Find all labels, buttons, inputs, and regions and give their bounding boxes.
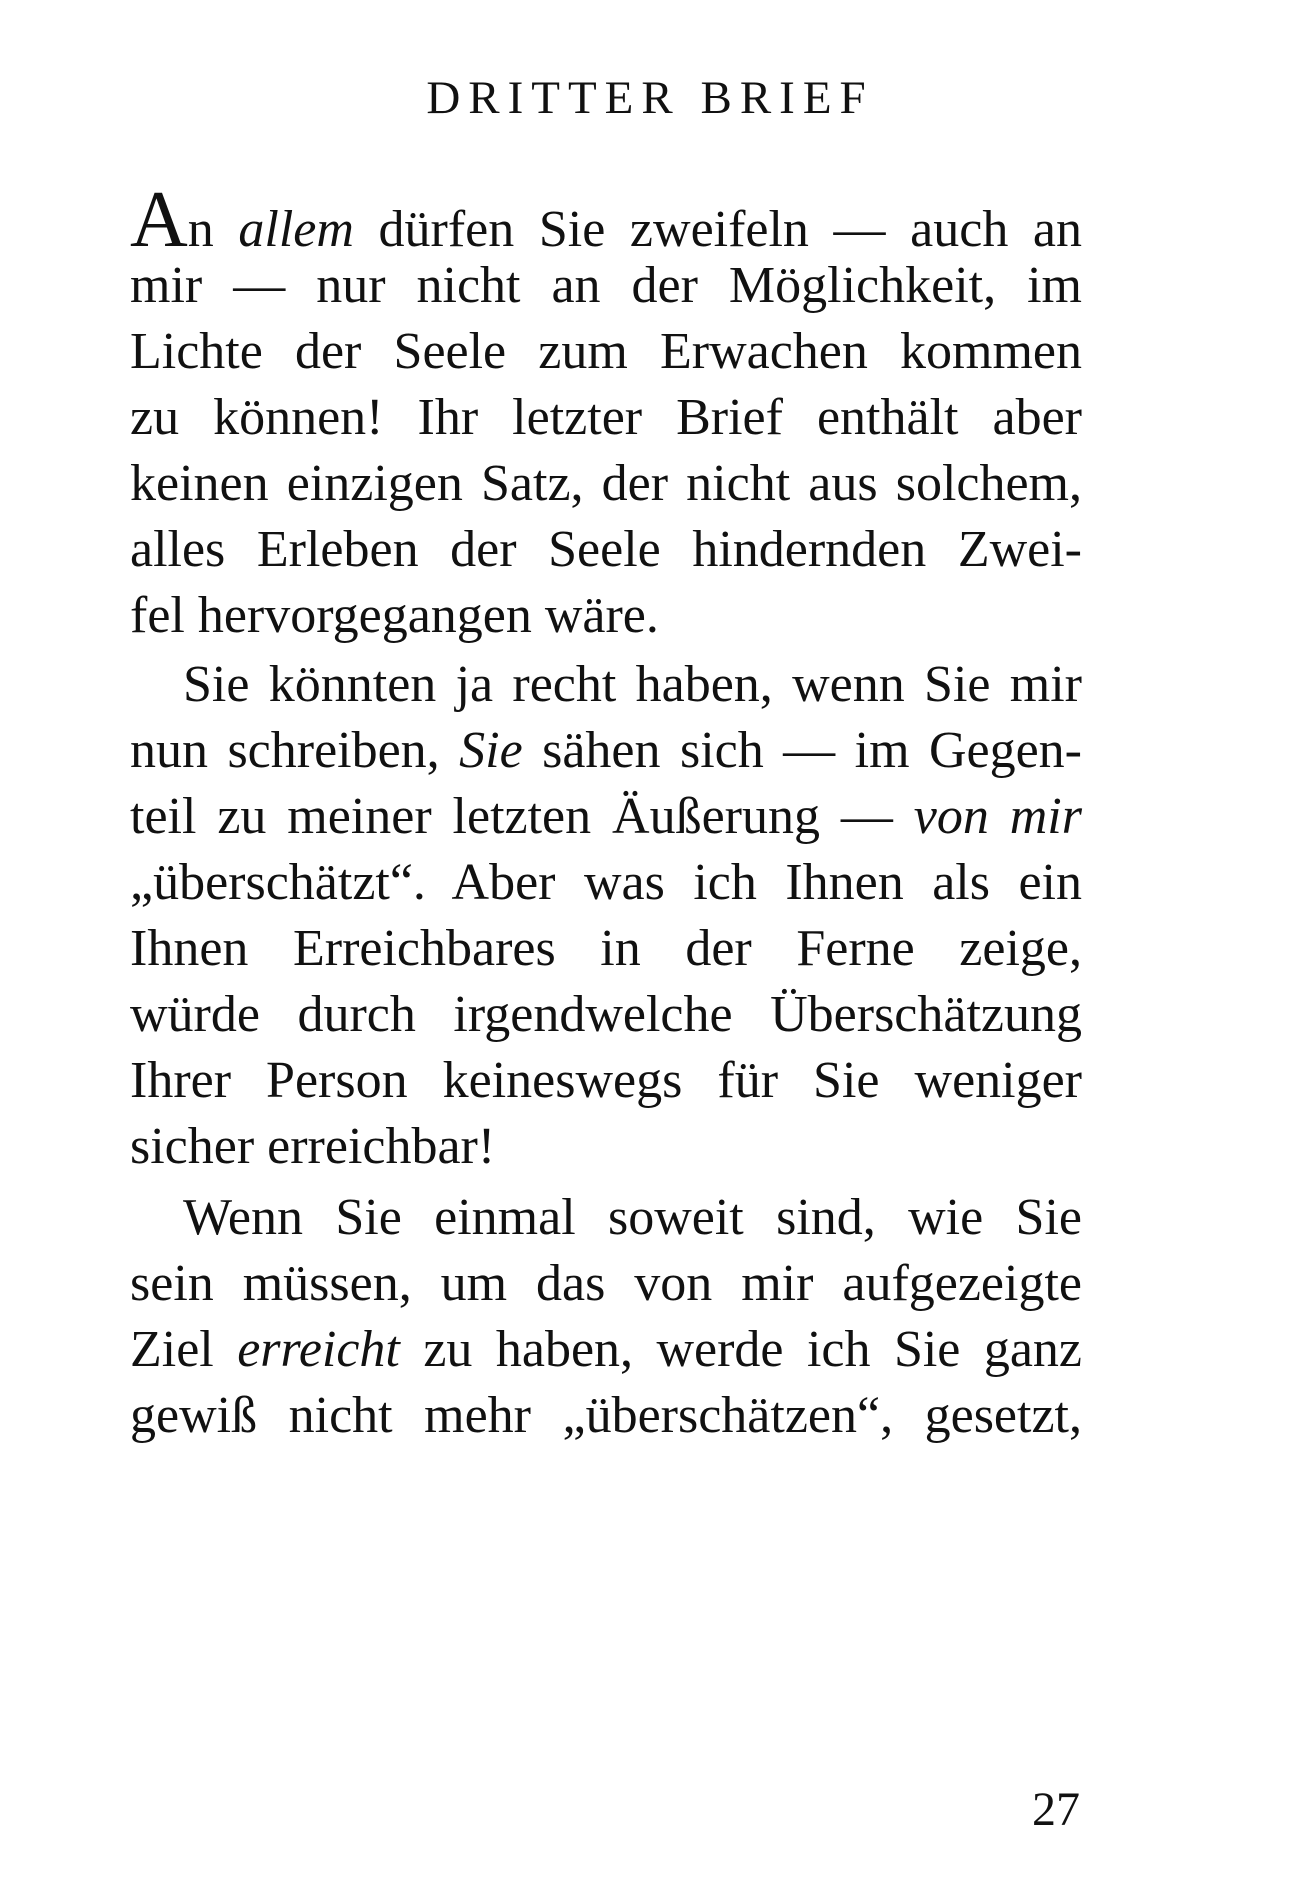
text-line: mir — nur nicht an der Möglichkeit, im xyxy=(130,257,1082,314)
text-line: nun schreiben, Sie sähen sich — im Gegen- xyxy=(130,722,1082,779)
emphasis: Sie xyxy=(459,722,523,779)
chapter-heading: DRITTER BRIEF xyxy=(426,72,874,124)
text-line: sicher erreichbar! xyxy=(130,1118,496,1175)
text-line: alles Erleben der Seele hindernden Zwei- xyxy=(130,521,1082,578)
text-line: keinen einzigen Satz, der nicht aus solchem, xyxy=(130,455,1082,512)
text-line: fel hervorgegangen wäre. xyxy=(130,587,659,644)
text-line: sein müssen, um das von mir aufgezeigte xyxy=(130,1255,1082,1312)
page-number: 27 xyxy=(1032,1783,1080,1836)
text-line: Sie könnten ja recht haben, wenn Sie mir xyxy=(183,656,1082,713)
emphasis: allem xyxy=(238,201,354,258)
text-line: Ziel erreicht zu haben, werde ich Sie ganz xyxy=(130,1321,1083,1378)
text-line: zu können! Ihr letzter Brief enthält aber xyxy=(130,389,1082,446)
text-line: gewiß nicht mehr „überschätzen“, gesetzt, xyxy=(130,1387,1082,1444)
text-line: Ihrer Person keineswegs für Sie weniger xyxy=(130,1052,1082,1109)
text-line: An allem dürfen Sie zweifeln — auch an xyxy=(130,176,1083,264)
text-line: Ihnen Erreichbares in der Ferne zeige, xyxy=(130,920,1082,977)
emphasis: von mir xyxy=(913,788,1082,845)
text-line: Wenn Sie einmal soweit sind, wie Sie xyxy=(183,1189,1082,1246)
text-line: „überschätzt“. Aber was ich Ihnen als ein xyxy=(130,854,1082,911)
text-line: würde durch irgendwelche Überschätzung xyxy=(130,986,1082,1043)
emphasis: erreicht xyxy=(237,1321,400,1378)
text-line: Lichte der Seele zum Erwachen kommen xyxy=(130,323,1082,380)
text-line: teil zu meiner letzten Äußerung — von mir xyxy=(130,788,1082,845)
drop-cap: A xyxy=(130,176,188,264)
